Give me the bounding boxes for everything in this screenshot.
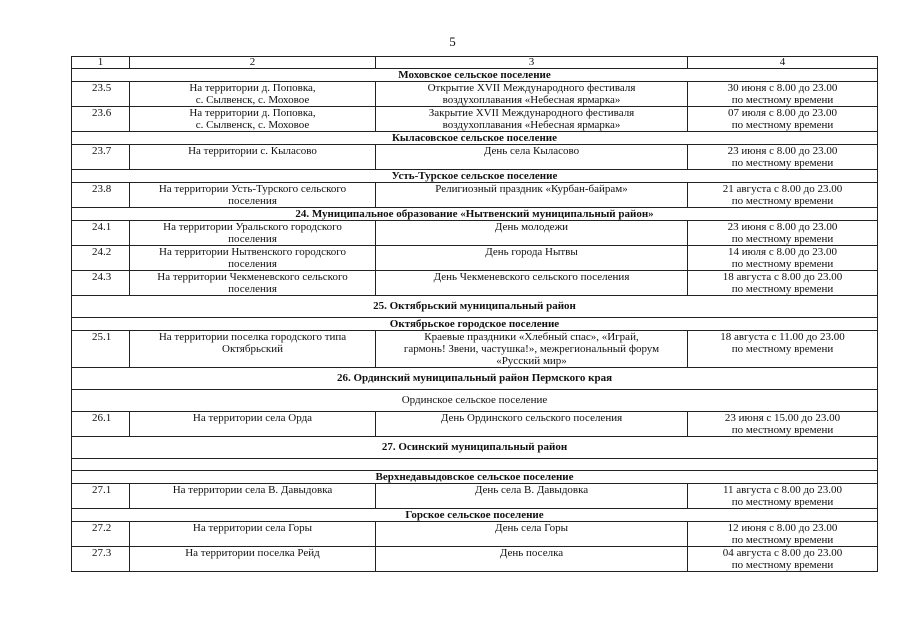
column-header: 4 (688, 57, 878, 69)
row-number-line: 24.3 (92, 271, 112, 283)
row-event-line: День поселка (499, 547, 564, 559)
row-number-line: 27.2 (92, 522, 112, 534)
row-place-line: поселения (228, 195, 277, 207)
section-heading-row (72, 509, 878, 522)
row-place (130, 271, 376, 296)
row-event-line: День Ординского сельского поселения (440, 412, 623, 424)
row-number (72, 183, 130, 208)
row-time-line: 12 июня с 8.00 до 23.00 (727, 522, 838, 534)
row-number (72, 271, 130, 296)
blank-row (72, 459, 878, 471)
section-heading-row (72, 69, 878, 82)
table-row (72, 145, 878, 170)
row-time-line: 23 июня с 15.00 до 23.00 (724, 412, 841, 424)
row-time-line: по местному времени (731, 283, 834, 295)
row-event-line: День села Горы (495, 522, 568, 534)
row-place (130, 183, 376, 208)
section-heading (72, 132, 878, 145)
row-place-line: с. Сылвенск, с. Моховое (195, 119, 310, 131)
row-event-line: воздухоплавания «Небесная ярмарка» (442, 94, 621, 106)
row-place-line: На территории Усть-Турского сельского (158, 183, 347, 195)
section-heading-row (72, 471, 878, 484)
row-event (376, 221, 688, 246)
row-time-line: 23 июня с 8.00 до 23.00 (727, 221, 838, 233)
table-row (72, 107, 878, 132)
row-time-line: по местному времени (731, 534, 834, 546)
row-event (376, 547, 688, 572)
row-event-line: День города Нытвы (485, 246, 578, 258)
row-place-line: На территории с. Кыласово (188, 145, 317, 157)
row-number-line: 23.8 (92, 183, 112, 195)
row-time-line: по местному времени (731, 119, 834, 131)
row-event (376, 246, 688, 271)
row-time-line: 30 июня с 8.00 до 23.00 (727, 82, 838, 94)
table-row (72, 331, 878, 368)
row-place (130, 145, 376, 170)
row-number (72, 547, 130, 572)
section-heading-row (72, 318, 878, 331)
row-event (376, 145, 688, 170)
column-header: 1 (72, 57, 130, 69)
row-event (376, 271, 688, 296)
row-event-line: «Русский мир» (496, 355, 567, 367)
row-time (688, 107, 878, 132)
section-heading-line: Кыласовское сельское поселение (391, 132, 558, 144)
section-heading-line: Усть-Турское сельское поселение (391, 170, 558, 182)
row-event-line: День Чекменевского сельского поселения (433, 271, 630, 283)
row-time (688, 145, 878, 170)
row-time-line: 18 августа с 11.00 до 23.00 (720, 331, 845, 343)
row-time-line: по местному времени (731, 424, 834, 436)
row-time (688, 246, 878, 271)
row-time-line: по местному времени (731, 94, 834, 106)
row-place-line: На территории д. Поповка, (189, 107, 316, 119)
row-number (72, 412, 130, 437)
row-event (376, 183, 688, 208)
row-place-line: На территории поселка Рейд (185, 547, 320, 559)
row-number (72, 82, 130, 107)
table-row (72, 221, 878, 246)
row-place-line: На территории Нытвенского городского (159, 246, 346, 258)
table-row (72, 484, 878, 509)
section-heading-row (72, 390, 878, 412)
row-time-line: 18 августа с 8.00 до 23.00 (722, 271, 843, 283)
row-number-line: 24.1 (92, 221, 112, 233)
row-time-line: 21 августа с 8.00 до 23.00 (722, 183, 843, 195)
table-row (72, 246, 878, 271)
row-event-line: Открытие XVII Международного фестиваля (427, 82, 636, 94)
row-number (72, 145, 130, 170)
row-place-line: с. Сылвенск, с. Моховое (195, 94, 310, 106)
row-time-line: по местному времени (731, 496, 834, 508)
column-header: 3 (376, 57, 688, 69)
row-event-line: воздухоплавания «Небесная ярмарка» (442, 119, 621, 131)
table-row (72, 547, 878, 572)
row-time (688, 547, 878, 572)
row-event-line: День села Кыласово (483, 145, 580, 157)
row-event-line: Религиозный праздник «Курбан-байрам» (435, 183, 628, 195)
row-time-line: по местному времени (731, 343, 834, 355)
events-table (71, 56, 878, 572)
row-event-line: День молодежи (494, 221, 569, 233)
table-header-row (72, 57, 878, 69)
row-time-line: 04 августа с 8.00 до 23.00 (722, 547, 843, 559)
row-place-line: На территории д. Поповка, (189, 82, 316, 94)
row-place-line: поселения (228, 258, 277, 270)
row-event (376, 412, 688, 437)
row-event (376, 522, 688, 547)
section-heading-line: Моховское сельское поселение (398, 69, 551, 81)
row-number (72, 107, 130, 132)
row-place (130, 246, 376, 271)
row-number (72, 331, 130, 368)
section-heading-line: 26. Ординский муниципальный район Пермского края (336, 372, 613, 384)
section-heading-row (72, 170, 878, 183)
section-heading-row (72, 437, 878, 459)
section-heading-row (72, 132, 878, 145)
row-event (376, 484, 688, 509)
row-time-line: по местному времени (731, 233, 834, 245)
section-heading-line: Горское сельское поселение (405, 509, 544, 521)
section-heading-line: Верхнедавыдовское сельское поселение (375, 471, 574, 483)
section-heading-line: 27. Осинский муниципальный район (381, 441, 568, 453)
row-place (130, 221, 376, 246)
row-place-line: На территории села Орда (192, 412, 313, 424)
row-place-line: На территории Чекменевского сельского (157, 271, 348, 283)
row-place-line: На территории поселка городского типа (158, 331, 347, 343)
section-heading-line: 25. Октябрьский муниципальный район (373, 300, 576, 312)
column-header: 2 (130, 57, 376, 69)
section-heading-row (72, 368, 878, 390)
row-number-line: 23.6 (92, 107, 112, 119)
row-number-line: 24.2 (92, 246, 112, 258)
table-row (72, 82, 878, 107)
row-number-line: 27.1 (92, 484, 112, 496)
row-number (72, 246, 130, 271)
row-number-line: 25.1 (92, 331, 112, 343)
row-place-line: поселения (228, 233, 277, 245)
row-place (130, 484, 376, 509)
row-time (688, 221, 878, 246)
section-heading (72, 170, 878, 183)
row-event-line: гармонь! Звени, частушка!», межрегиональный форум (403, 343, 660, 355)
row-place (130, 82, 376, 107)
row-place (130, 522, 376, 547)
table-row (72, 183, 878, 208)
table-row (72, 271, 878, 296)
section-heading-line: 24. Муниципальное образование «Нытвенский муниципальный район» (295, 208, 654, 220)
row-number (72, 484, 130, 509)
row-event (376, 82, 688, 107)
row-place (130, 412, 376, 437)
row-place-line: Октябрьский (222, 343, 283, 355)
row-time (688, 331, 878, 368)
section-heading (72, 437, 878, 459)
row-time (688, 271, 878, 296)
row-number-line: 23.5 (92, 82, 112, 94)
row-number-line: 27.3 (92, 547, 112, 559)
section-heading (72, 471, 878, 484)
row-time-line: по местному времени (731, 195, 834, 207)
section-heading (72, 368, 878, 390)
table-row (72, 412, 878, 437)
row-event (376, 331, 688, 368)
row-number-line: 23.7 (92, 145, 112, 157)
row-place (130, 107, 376, 132)
row-time (688, 183, 878, 208)
section-heading (72, 296, 878, 318)
row-time-line: 14 июля с 8.00 до 23.00 (727, 246, 838, 258)
row-time-line: 07 июля с 8.00 до 23.00 (727, 107, 838, 119)
row-time (688, 82, 878, 107)
row-event-line: День села В. Давыдовка (474, 484, 589, 496)
row-time (688, 412, 878, 437)
row-time-line: по местному времени (731, 157, 834, 169)
row-time (688, 522, 878, 547)
page-number: 5 (449, 34, 456, 49)
row-number (72, 522, 130, 547)
row-place (130, 547, 376, 572)
row-place-line: На территории села В. Давыдовка (172, 484, 333, 496)
row-time (688, 484, 878, 509)
section-heading (72, 390, 878, 412)
blank-cell (72, 459, 878, 471)
section-heading-row (72, 296, 878, 318)
row-place-line: На территории села Горы (192, 522, 313, 534)
row-event-line: Закрытие XVII Международного фестиваля (428, 107, 635, 119)
row-event-line: Краевые праздники «Хлебный спас», «Играй, (424, 331, 639, 343)
table-row (72, 522, 878, 547)
section-heading-row (72, 208, 878, 221)
section-heading (72, 69, 878, 82)
section-heading (72, 318, 878, 331)
row-time-line: по местному времени (731, 258, 834, 270)
row-place-line: поселения (228, 283, 277, 295)
row-time-line: по местному времени (731, 559, 834, 571)
section-heading (72, 509, 878, 522)
events-table-body (72, 57, 878, 572)
row-event (376, 107, 688, 132)
section-heading-line: Ординское сельское поселение (401, 394, 548, 406)
section-heading (72, 208, 878, 221)
row-place-line: На территории Уральского городского (163, 221, 342, 233)
row-number (72, 221, 130, 246)
row-time-line: 11 августа с 8.00 до 23.00 (722, 484, 843, 496)
section-heading-line: Октябрьское городское поселение (389, 318, 560, 330)
row-number-line: 26.1 (92, 412, 112, 424)
row-time-line: 23 июня с 8.00 до 23.00 (727, 145, 838, 157)
row-place (130, 331, 376, 368)
